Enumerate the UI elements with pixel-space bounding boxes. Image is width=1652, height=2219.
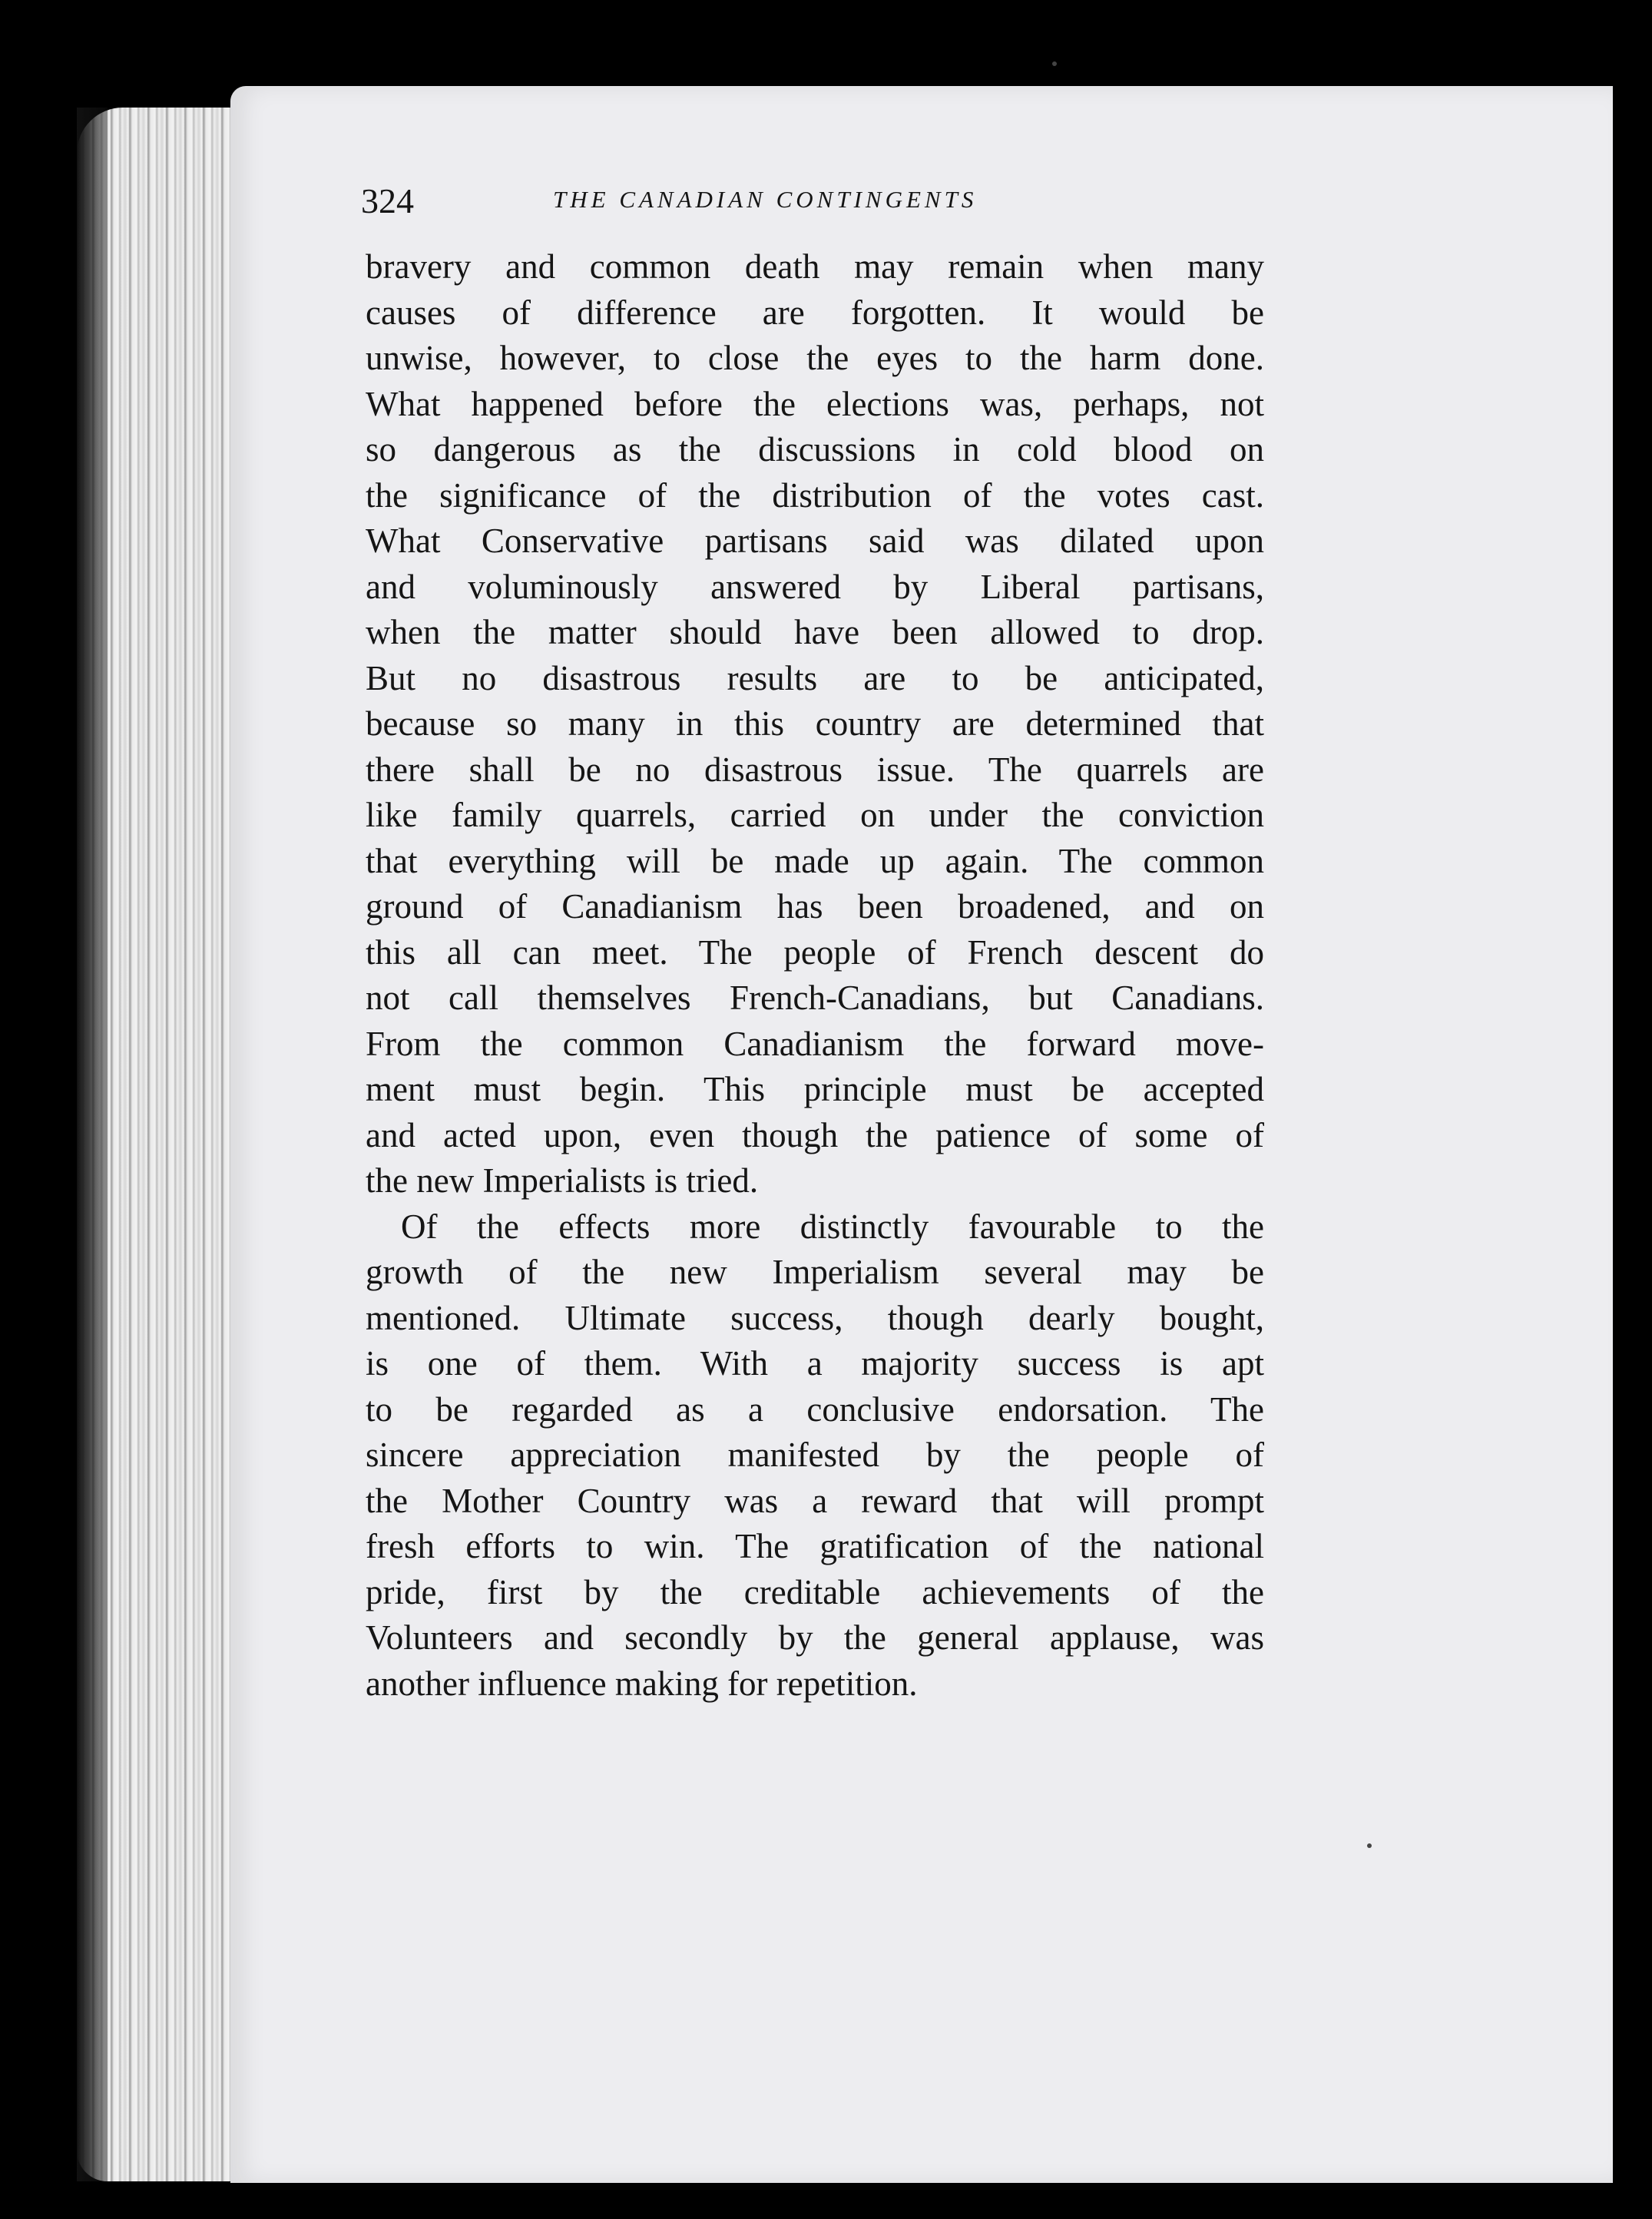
text-line: What happened before the elections was, perhaps, not [366, 384, 1264, 423]
text-line: But no disastrous results are to be anticipated, [366, 658, 1264, 697]
text-line: growth of the new Imperialism several may be [366, 1253, 1264, 1291]
text-line: not call themselves French-Canadians, but Canadians. [366, 979, 1264, 1017]
text-line: because so many in this country are determined that [366, 704, 1264, 743]
text-line: the Mother Country was a reward that will prompt [366, 1481, 1264, 1520]
text-line: Of the effects more distinctly favourable to the [401, 1207, 1264, 1246]
text-line: when the matter should have been allowed to drop. [366, 613, 1264, 651]
text-line: fresh efforts to win. The gratification of the national [366, 1527, 1264, 1565]
paragraph-1 [366, 244, 1264, 1204]
text-line: ground of Canadianism has been broadened, and on [366, 887, 1264, 926]
text-line: and voluminously answered by Liberal partisans, [366, 567, 1264, 606]
text-line: so dangerous as the discussions in cold blood on [366, 430, 1264, 469]
text-line: like family quarrels, carried on under the conviction [366, 796, 1264, 834]
text-line: causes of difference are forgotten. It would be [366, 293, 1264, 332]
scan-speck [1367, 1843, 1372, 1848]
text-line: mentioned. Ultimate success, though dearly bought, [366, 1298, 1264, 1337]
text-line: unwise, however, to close the eyes to the harm done. [366, 339, 1264, 377]
text-line: ment must begin. This principle must be accepted [366, 1070, 1264, 1108]
text-line: the significance of the distribution of the votes cast. [366, 475, 1264, 515]
text-line: What Conservative partisans said was dilated upon [366, 522, 1264, 560]
text-line: to be regarded as a conclusive endorsation. The [366, 1389, 1264, 1429]
text-line: and acted upon, even though the patience of some of [366, 1115, 1264, 1154]
scan-speck [1052, 61, 1057, 66]
text-line: From the common Canadianism the forward move- [366, 1024, 1264, 1063]
body-text [366, 244, 1264, 1707]
text-line: is one of them. With a majority success is apt [366, 1344, 1264, 1383]
text-line: there shall be no disastrous issue. The quarrels are [366, 750, 1264, 789]
page-header [361, 178, 1283, 224]
text-line: bravery and common death may remain when many [366, 247, 1264, 286]
text-line: that everything will be made up again. The common [366, 841, 1264, 880]
text-line: the new Imperialists is tried. [366, 1161, 759, 1200]
text-line: another influence making for repetition. [366, 1664, 918, 1703]
text-line: Volunteers and secondly by the general applause, was [366, 1618, 1264, 1657]
paragraph-2 [366, 1204, 1264, 1707]
text-line: this all can meet. The people of French descent do [366, 932, 1264, 972]
text-line: pride, first by the creditable achievements of the [366, 1572, 1264, 1611]
running-head: THE CANADIAN CONTINGENTS [553, 186, 978, 213]
page-number: 324 [361, 181, 414, 220]
text-line: sincere appreciation manifested by the people of [366, 1436, 1264, 1474]
